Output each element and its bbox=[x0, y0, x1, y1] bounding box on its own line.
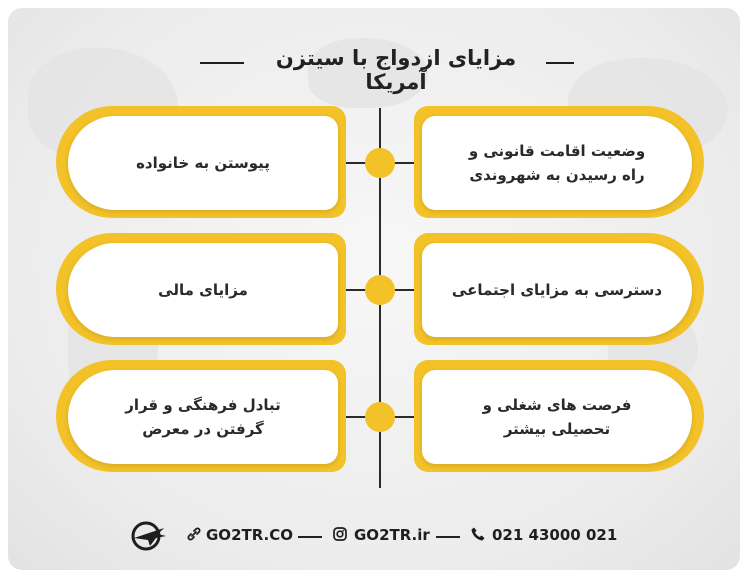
phone-icon bbox=[470, 526, 486, 546]
card-text-line1: تبادل فرهنگی و قرار bbox=[125, 396, 281, 414]
title-area bbox=[8, 42, 740, 94]
footer bbox=[8, 516, 740, 556]
title-divider-left bbox=[200, 62, 244, 64]
card-text: مزایای مالی bbox=[158, 281, 248, 299]
benefit-card-family bbox=[68, 116, 338, 210]
title-divider-right bbox=[546, 62, 574, 64]
timeline-dot bbox=[365, 402, 395, 432]
timeline-dot bbox=[365, 275, 395, 305]
benefit-card-financial bbox=[68, 243, 338, 337]
card-text-line1: فرصت های شغلی و bbox=[482, 396, 632, 414]
infographic-frame bbox=[8, 8, 740, 570]
card-text-line1: وضعیت اقامت قانونی و bbox=[468, 142, 646, 160]
phone-number[interactable]: 021 43000 021 bbox=[492, 526, 618, 544]
instagram-text[interactable]: GO2TR.ir bbox=[354, 526, 430, 544]
timeline-dot bbox=[365, 148, 395, 178]
airplane-logo-icon bbox=[128, 520, 168, 556]
instagram-icon bbox=[332, 526, 348, 546]
card-text: دسترسی به مزایای اجتماعی bbox=[451, 281, 663, 299]
page-title: مزایای ازدواج با سیتزن آمریکا bbox=[275, 46, 517, 94]
footer-divider bbox=[298, 536, 322, 538]
benefit-card-social bbox=[422, 243, 692, 337]
card-text-line2: تحصیلی بیشتر bbox=[503, 420, 611, 438]
website-text[interactable]: GO2TR.CO bbox=[206, 526, 294, 544]
card-text-line2: گرفتن در معرض bbox=[142, 420, 264, 438]
card-text: پیوستن به خانواده bbox=[136, 154, 270, 172]
link-icon bbox=[186, 526, 202, 546]
footer-divider bbox=[436, 536, 460, 538]
card-text-line2: راه رسیدن به شهروندی bbox=[469, 166, 645, 184]
benefit-card-legal-status bbox=[422, 116, 692, 210]
benefit-card-cultural bbox=[68, 370, 338, 464]
benefit-card-career bbox=[422, 370, 692, 464]
